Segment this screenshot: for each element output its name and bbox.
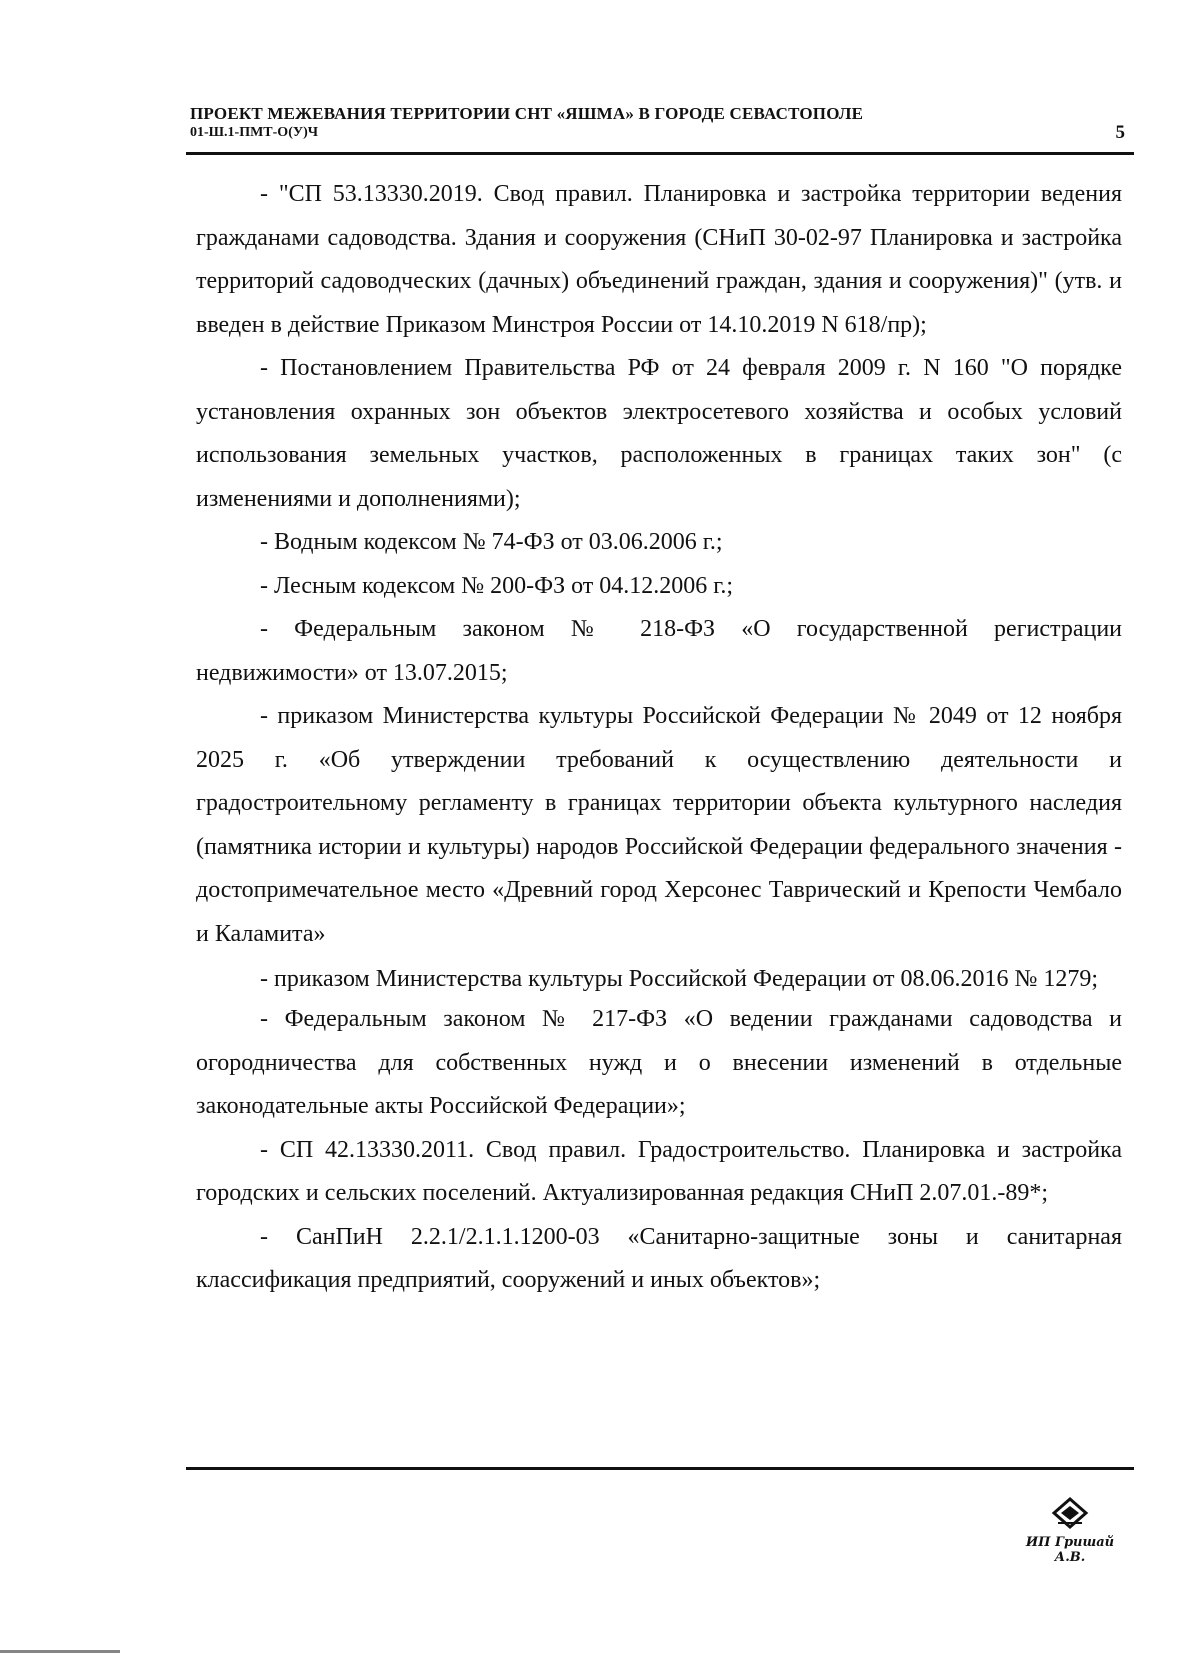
company-stamp bbox=[1010, 1497, 1130, 1577]
list-item: - СанПиН 2.2.1/2.1.1.1200-03 «Санитарно-защитные зоны и санитарная классификация предприятий, сооружений и иных объектов»; bbox=[196, 1223, 1122, 1293]
list-item: - приказом Министерства культуры Российской Федерации № 2049 от 12 ноября 2025 г. «Об утверждении требований к осуществлению деятельности и градостроительному регламенту в границах территории объекта культурного наследия (памятника истории и культуры) народов Российской Федерации федерального значения - достопримечательное место «Древний город Херсонес Таврический и Крепости Чембало и Каламита» bbox=[196, 703, 1122, 947]
company-logo-icon bbox=[1050, 1497, 1090, 1531]
list-item: - "СП 53.13330.2019. Свод правил. Планировка и застройка территории ведения гражданами садоводства. Здания и сооружения (СНиП 30-02-97 Планировка и застройка территорий садоводческих (дачных) объединений граждан, здания и сооружения)" (утв. и введен в действие Приказом Минстроя России от 14.10.2019 N 618/пр); bbox=[196, 181, 1122, 338]
list-item: - Лесным кодексом № 200-ФЗ от 04.12.2006 г.; bbox=[260, 572, 734, 599]
list-item: - Федеральным законом № 218-ФЗ «О государственной регистрации недвижимости» от 13.07.2015; bbox=[196, 616, 1122, 686]
regulations-list bbox=[196, 173, 1122, 1303]
scan-artifact bbox=[0, 1650, 120, 1653]
header-divider bbox=[186, 152, 1134, 155]
project-title: ПРОЕКТ МЕЖЕВАНИЯ ТЕРРИТОРИИ СНТ «ЯШМА» В ГОРОДЕ СЕВАСТОПОЛЕ bbox=[190, 104, 864, 123]
list-item: - Федеральным законом № 217-ФЗ «О ведении гражданами садоводства и огородничества для собственных нужд и о внесении изменений в отдельные законодательные акты Российской Федерации»; bbox=[196, 1006, 1122, 1119]
list-item: - Постановлением Правительства РФ от 24 февраля 2009 г. N 160 "О порядке установления охранных зон объектов электросетевого хозяйства и особых условий использования земельных участков, расположенных в границах таких зон" (с изменениями и дополнениями); bbox=[196, 355, 1122, 512]
list-item: - Водным кодексом № 74-ФЗ от 03.06.2006 г.; bbox=[260, 529, 723, 555]
footer-divider bbox=[186, 1467, 1134, 1470]
list-item: - СП 42.13330.2011. Свод правил. Градостроительство. Планировка и застройка городских и сельских поселений. Актуализированная редакция СНиП 2.07.01.-89*; bbox=[196, 1136, 1122, 1206]
stamp-text: ИП Гришай А.В. bbox=[1025, 1535, 1115, 1565]
document-header bbox=[190, 104, 1135, 142]
document-code: 01-Ш.1-ПМТ-О(У)Ч bbox=[190, 125, 319, 140]
page-number: 5 bbox=[1115, 122, 1125, 143]
list-item: - приказом Министерства культуры Российской Федерации от 08.06.2016 № 1279; bbox=[260, 966, 1099, 992]
